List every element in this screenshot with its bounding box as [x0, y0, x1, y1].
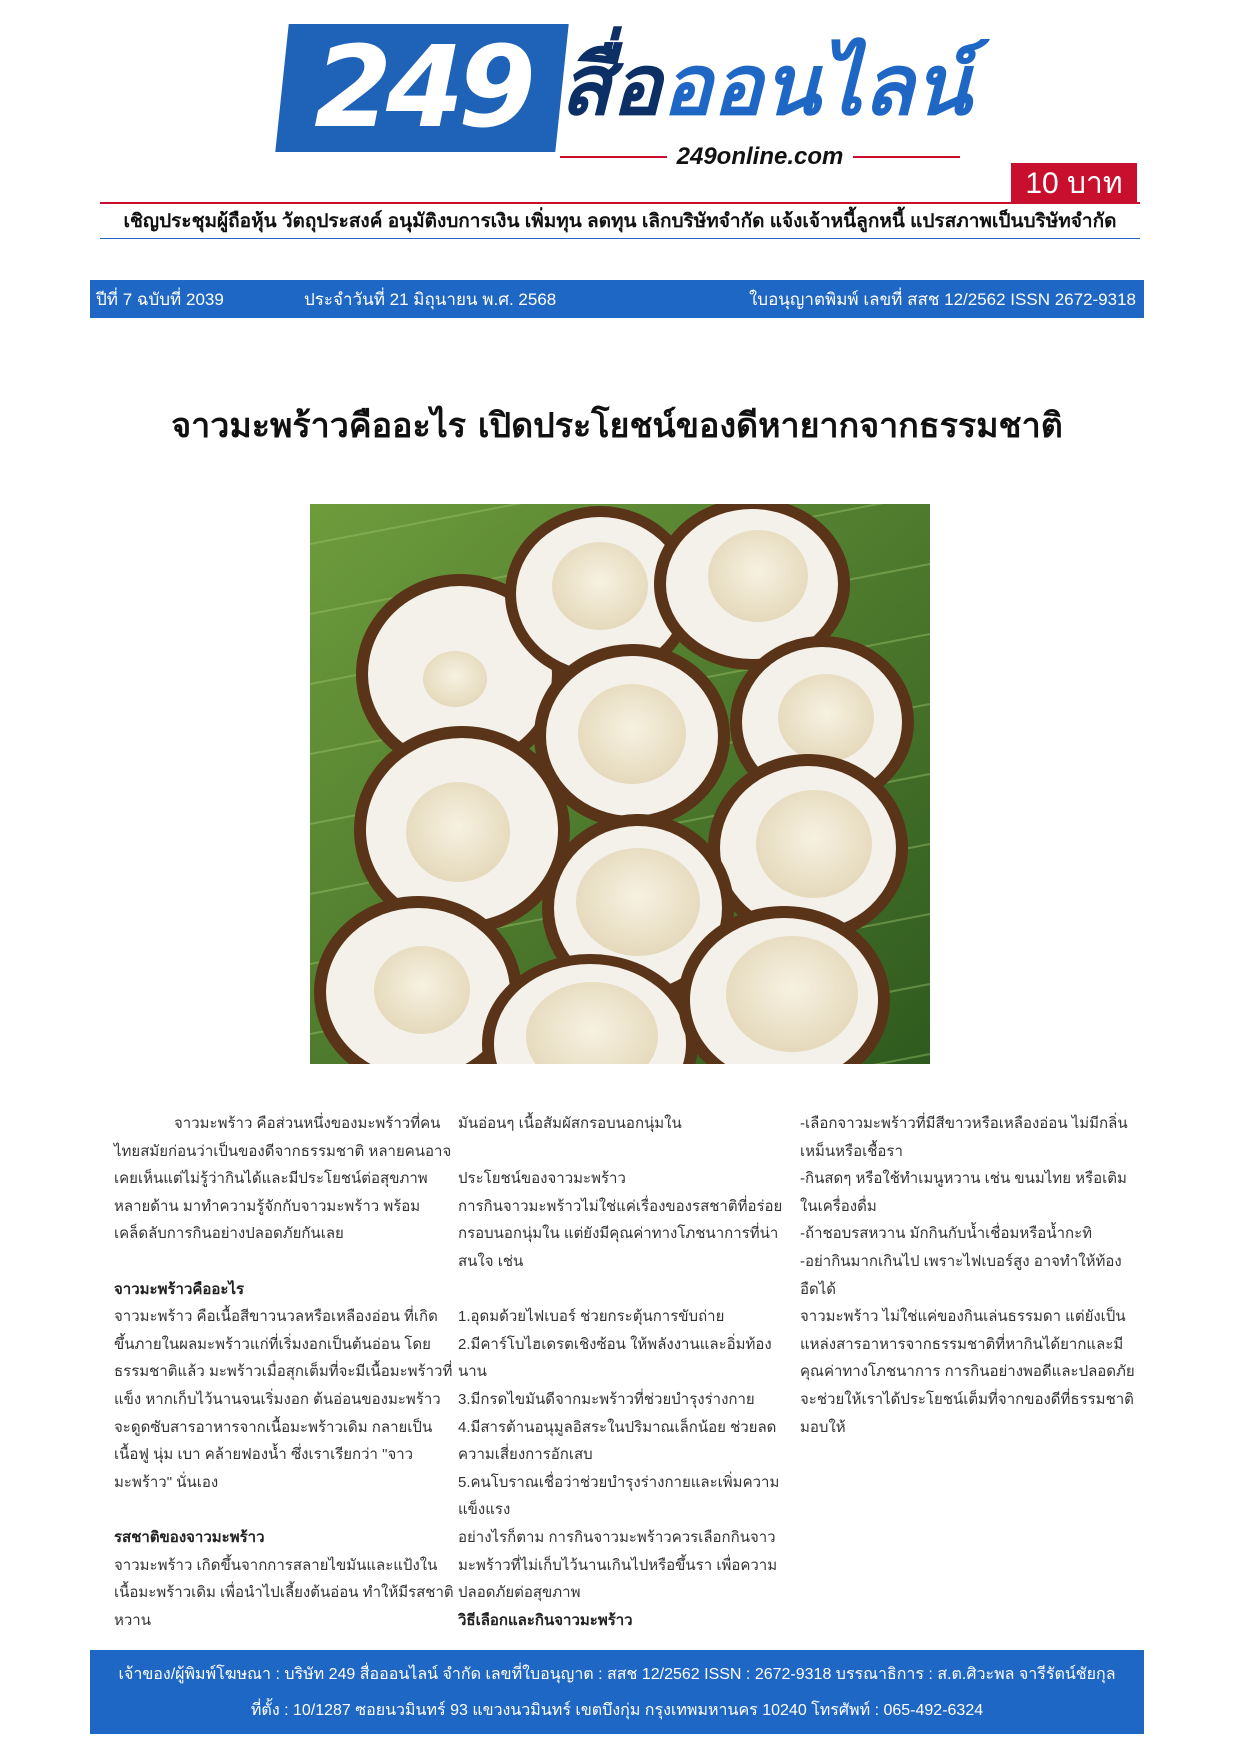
logo-number-block — [275, 24, 568, 152]
paragraph-benefits: การกินจาวมะพร้าวไม่ใช่แค่เรื่องของรสชาติที่อร่อย กรอบนอกนุ่มใน แต่ยังมีคุณค่าทางโภชนาการที่น่าสนใจ เช่น — [458, 1197, 783, 1270]
tip-item: -ถ้าชอบรสหวาน มักกินกับน้ำเชื่อมหรือน้ำกะทิ — [800, 1225, 1093, 1243]
article-column-3 — [800, 1110, 1140, 1441]
tagline: เชิญประชุมผู้ถือหุ้น วัตถุประสงค์ อนุมัติงบการเงิน เพิ่มทุน ลดทุน เลิกบริษัทจำกัด แจ้งเจ้าหนี้ลูกหนี้ แปรสภาพเป็นบริษัทจำกัด — [123, 211, 1117, 232]
logo-wordmark — [560, 30, 980, 140]
logo-number: 249 — [314, 23, 530, 153]
article-column-2 — [458, 1110, 798, 1634]
issue-date: ประจำวันที่ 21 มิถุนายน พ.ศ. 2568 — [304, 289, 557, 309]
section-heading-how-to: วิธีเลือกและกินจาวมะพร้าว — [458, 1611, 633, 1629]
masthead — [0, 0, 1240, 170]
site-url: 249online.com — [676, 143, 844, 170]
issue-info-bar — [90, 280, 1144, 318]
article-headline: จาวมะพร้าวคืออะไร เปิดประโยชน์ของดีหายากจากธรรมชาติ — [171, 405, 1063, 446]
publisher-footer — [90, 1650, 1144, 1734]
logo-word-dark: สื่อ — [560, 36, 662, 134]
benefit-item: 1.อุดมด้วยไฟเบอร์ ช่วยกระตุ้นการขับถ่าย — [458, 1308, 725, 1326]
issue-number: ปีที่ 7 ฉบับที่ 2039 — [96, 289, 224, 309]
divider-blue — [100, 238, 1140, 239]
article-column-1 — [114, 1110, 454, 1634]
benefit-item: 5.คนโบราณเชื่อว่าช่วยบำรุงร่างกายและเพิ่มความแข็งแรง — [458, 1473, 780, 1519]
article-photo — [310, 504, 930, 1064]
logo-word-light: ออนไลน์ — [661, 36, 972, 134]
paragraph-conclusion: จาวมะพร้าว ไม่ใช่แค่ของกินเล่นธรรมดา แต่ยังเป็นแหล่งสารอาหารจากธรรมชาติที่หากินได้ยากและมีคุณค่าทางโภชนาการ การกินอย่างพอดีและปลอดภัย จะช่วยให้เราได้ประโยชน์เต็มที่จากของดีที่ธรรมชาติมอบให้ — [800, 1308, 1135, 1436]
footer-address-line: ที่ตั้ง : 10/1287 ซอยนวมินทร์ 93 แขวงนวมินทร์ เขตบึงกุ่ม กรุงเทพมหานคร 10240 โทรศัพท์ : 065-492-6324 — [250, 1701, 984, 1719]
divider-red — [100, 202, 1140, 204]
tip-item: -อย่ากินมากเกินไป เพราะไฟเบอร์สูง อาจทำให้ท้องอืดได้ — [800, 1252, 1122, 1298]
paragraph-what-is: จาวมะพร้าว คือเนื้อสีขาวนวลหรือเหลืองอ่อน ที่เกิดขึ้นภายในผลมะพร้าวแก่ที่เริ่มงอกเป็นต้นอ่อน โดยธรรมชาติแล้ว มะพร้าวเมื่อสุกเต็มที่จะมีเนื้อมะพร้าวที่แข็ง หากเก็บไว้นานจนเริ่มงอก ต้นอ่อนของมะพร้าวจะดูดซับสารอาหารจากเนื้อมะพร้าวเดิม กลายเป็นเนื้อฟู นุ่ม เบา คล้ายฟองน้ำ ซึ่งเราเรียกว่า "จาวมะพร้าว" นั่นเอง — [114, 1308, 453, 1491]
logo-url-row — [560, 143, 960, 171]
paragraph-taste-cont: มันอ่อนๆ เนื้อสัมผัสกรอบนอกนุ่มใน — [458, 1115, 682, 1132]
tip-item: -เลือกจาวมะพร้าวที่มีสีขาวหรือเหลืองอ่อน ไม่มีกลิ่นเหม็นหรือเชื้อรา — [800, 1115, 1128, 1160]
price-tag: 10 บาท — [1011, 163, 1137, 203]
logo-url-rule-left — [560, 156, 667, 158]
coconut-illustration — [310, 504, 930, 1064]
benefit-item: 2.มีคาร์โบไฮเดรตเชิงซ้อน ให้พลังงานและอิ่มท้องนาน — [458, 1335, 772, 1381]
benefit-item: 3.มีกรดไขมันดีจากมะพร้าวที่ช่วยบำรุงร่างกาย — [458, 1390, 755, 1408]
tip-item: -กินสดๆ หรือใช้ทำเมนูหวาน เช่น ขนมไทย หรือเติมในเครื่องดื่ม — [800, 1170, 1127, 1215]
section-heading-taste: รสชาติของจาวมะพร้าว — [114, 1528, 265, 1546]
paragraph-caution: อย่างไรก็ตาม การกินจาวมะพร้าวควรเลือกกินจาวมะพร้าวที่ไม่เก็บไว้นานเกินไปหรือขึ้นรา เพื่อความปลอดภัยต่อสุขภาพ — [458, 1528, 778, 1602]
license-number: ใบอนุญาตพิมพ์ เลขที่ สสช 12/2562 ISSN 2672-9318 — [749, 289, 1136, 309]
benefit-item: 4.มีสารต้านอนุมูลอิสระในปริมาณเล็กน้อย ช่วยลดความเสี่ยงการอักเสบ — [458, 1418, 777, 1464]
article-intro: จาวมะพร้าว คือส่วนหนึ่งของมะพร้าวที่คนไทยสมัยก่อนว่าเป็นของดีจากธรรมชาติ หลายคนอาจเคยเห็นแต่ไม่รู้ว่ากินได้และมีประโยชน์ต่อสุขภาพหลายด้าน มาทำความรู้จักกับจาวมะพร้าว พร้อมเคล็ดลับการกินอย่างปลอดภัยกันเลย — [114, 1115, 452, 1243]
footer-publisher-line: เจ้าของ/ผู้พิมพ์โฆษณา : บริษัท 249 สื่อออนไลน์ จำกัด เลขที่ใบอนุญาต : สสช 12/2562 ISSN : 2672-9318 บรรณาธิการ : ส.ต.ศิวะพล จารีรัตน์ชัยกุล — [118, 1665, 1116, 1683]
section-heading-benefits: ประโยชน์ของจาวมะพร้าว — [458, 1170, 626, 1188]
paragraph-taste: จาวมะพร้าว เกิดขึ้นจากการสลายไขมันและแป้งในเนื้อมะพร้าวเดิม เพื่อนำไปเลี้ยงต้นอ่อน ทำให้มีรสชาติหวาน — [114, 1556, 454, 1629]
logo-url-rule-right — [853, 156, 960, 158]
section-heading-what-is: จาวมะพร้าวคืออะไร — [114, 1280, 245, 1298]
